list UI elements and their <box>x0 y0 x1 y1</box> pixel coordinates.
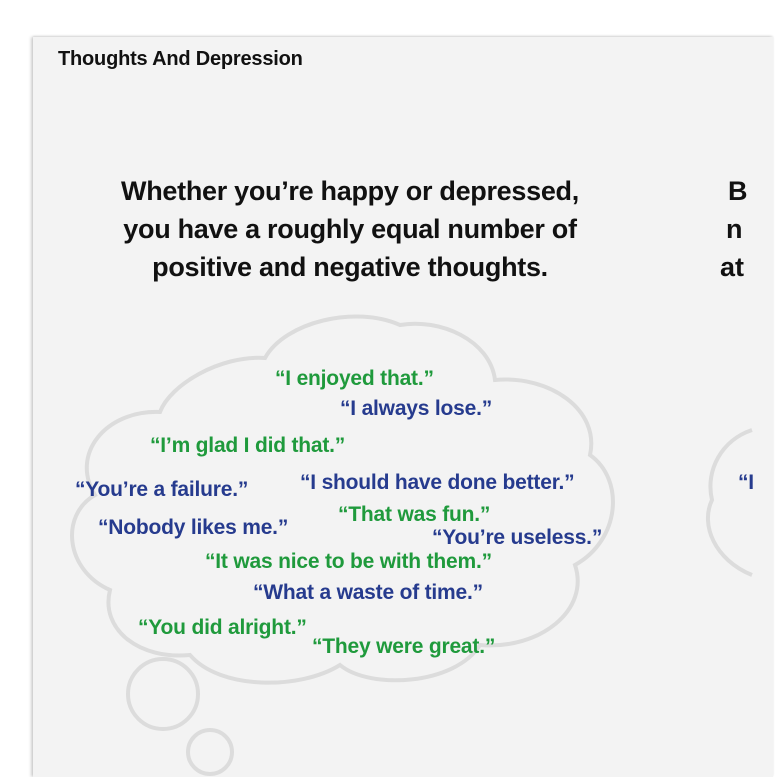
thought-text-1: “I enjoyed that.” <box>275 367 434 390</box>
right-headline-line-1: B <box>728 176 748 206</box>
headline-line-1: Whether you’re happy or depressed, <box>121 176 579 206</box>
thought-bubble-large <box>128 659 198 729</box>
thought-text-7: “Nobody likes me.” <box>98 516 289 539</box>
thought-text-6: “That was fun.” <box>338 503 491 526</box>
thought-text-11: “You did alright.” <box>138 616 307 639</box>
thought-text-3: “I’m glad I did that.” <box>150 434 346 457</box>
thought-text-5: “I should have done better.” <box>300 471 575 494</box>
thought-text-12: “They were great.” <box>312 635 496 658</box>
headline-line-3: positive and negative thoughts. <box>152 252 548 282</box>
page-title: Thoughts And Depression <box>58 48 303 70</box>
headline-line-2: you have a roughly equal number of <box>123 214 577 244</box>
right-headline-line-3: at <box>720 252 745 282</box>
right-cloud-thought-fragment: “I <box>738 471 754 494</box>
thought-text-10: “What a waste of time.” <box>253 581 483 604</box>
thought-text-4: “You’re a failure.” <box>75 478 249 501</box>
thought-text-8: “You’re useless.” <box>432 526 603 549</box>
right-thought-cloud-outline <box>708 430 752 575</box>
right-headline-line-2: n <box>726 214 743 244</box>
thought-text-9: “It was nice to be with them.” <box>205 550 492 573</box>
thought-text-2: “I always lose.” <box>340 397 493 420</box>
